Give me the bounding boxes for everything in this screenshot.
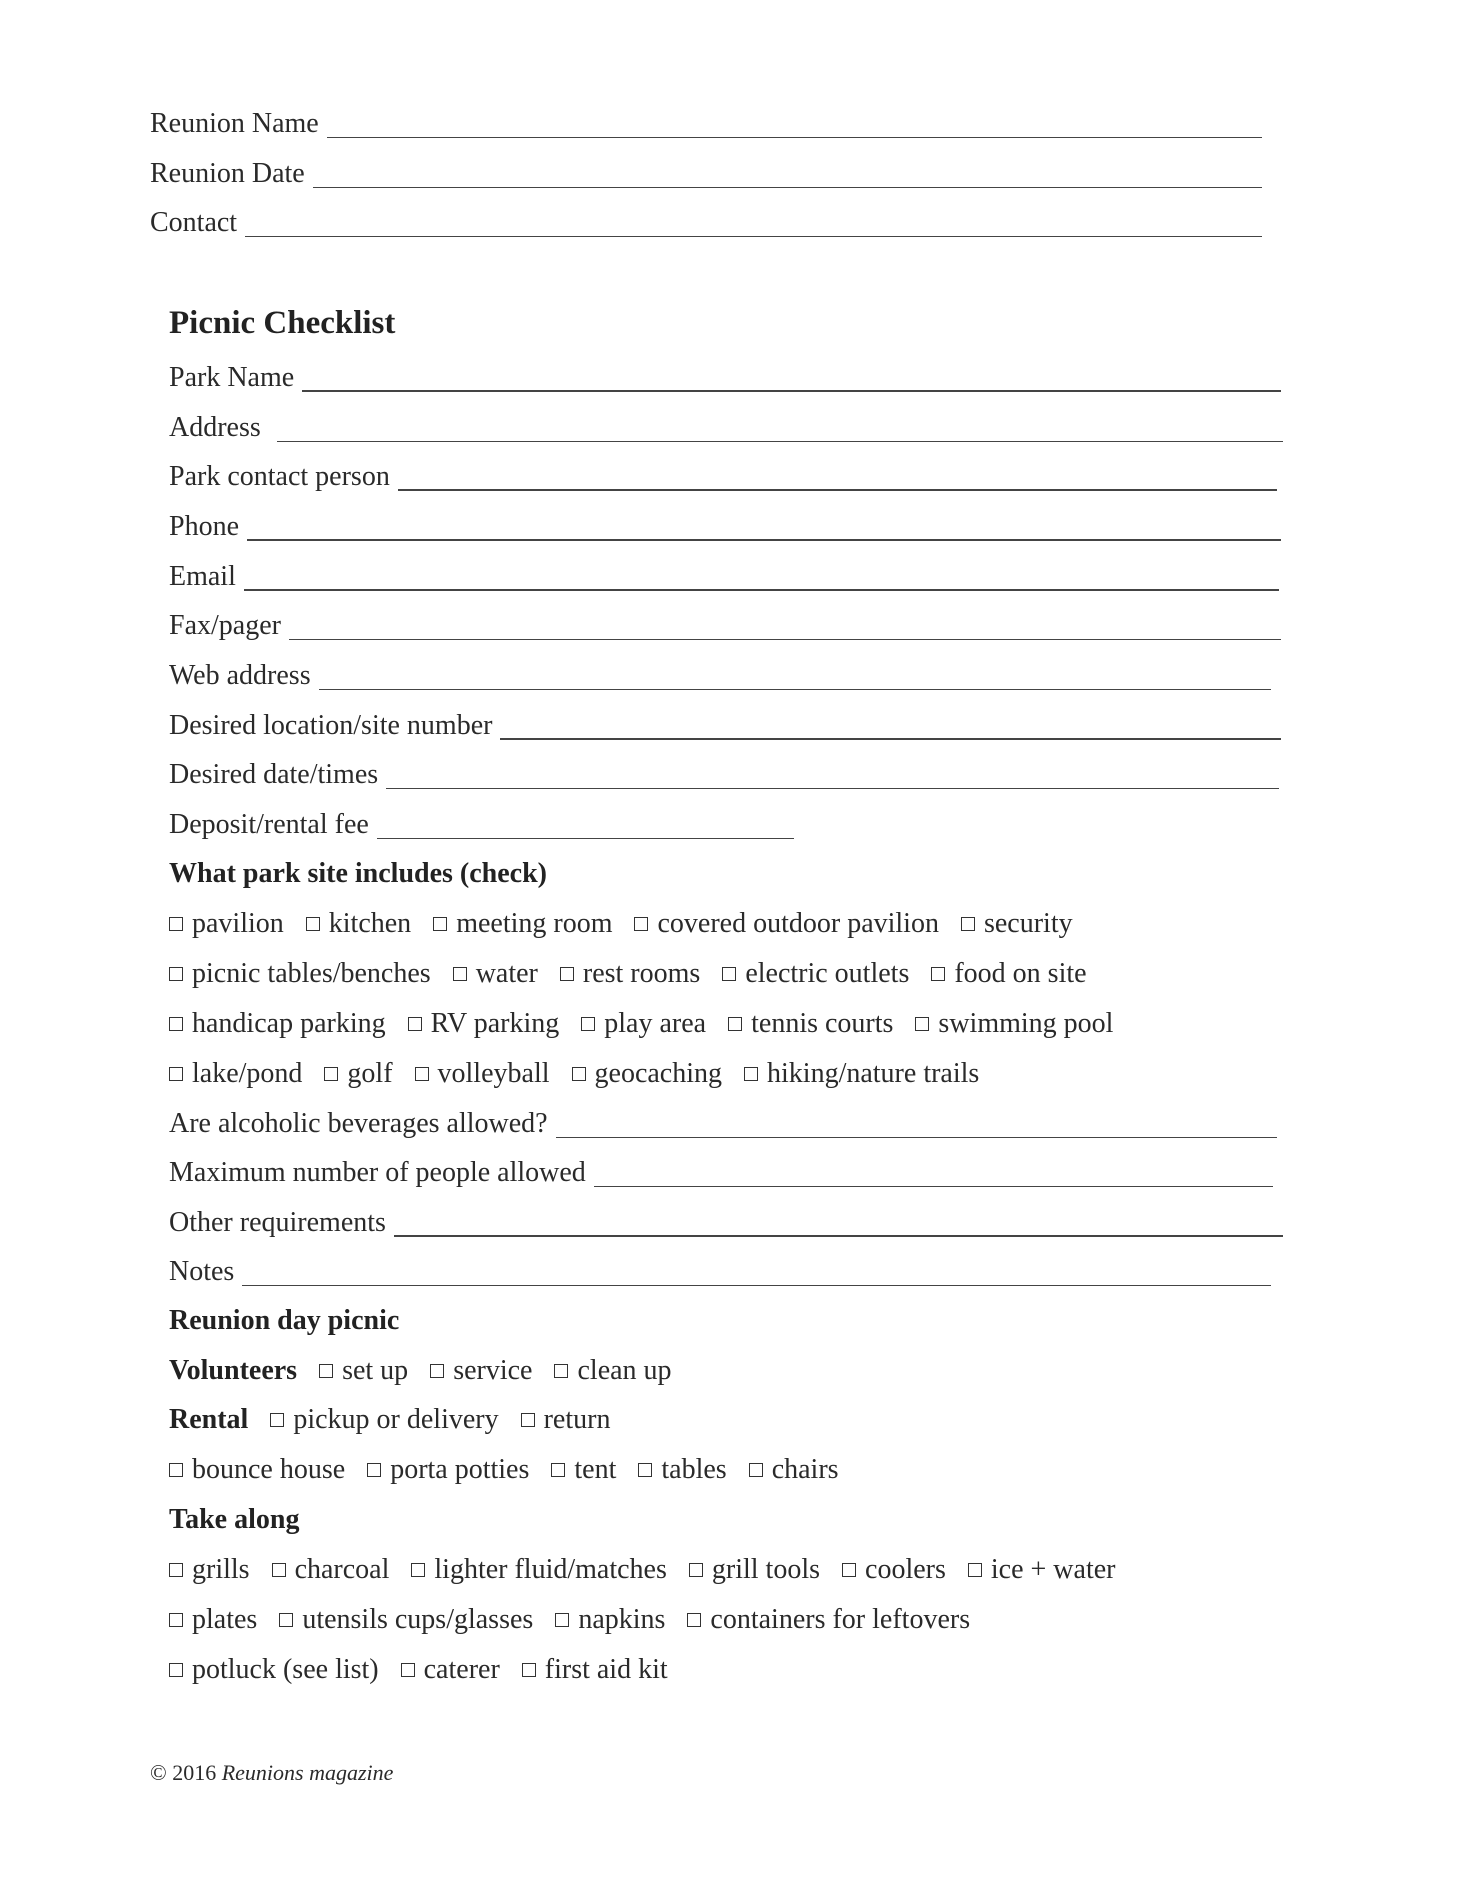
checkbox-label: tables (661, 1454, 727, 1485)
checkbox-icon[interactable] (169, 917, 183, 931)
checkbox-item[interactable] (272, 1554, 390, 1586)
checkbox-item[interactable] (169, 1554, 250, 1586)
checkbox-label: containers for leftovers (710, 1604, 971, 1635)
checkbox-label: RV parking (430, 1008, 560, 1039)
checkbox-label: water (475, 958, 538, 989)
checkbox-icon[interactable] (169, 1067, 183, 1081)
checkbox-icon[interactable] (453, 967, 467, 981)
volunteers-row (169, 1355, 694, 1387)
checkbox-label: kitchen (328, 908, 412, 939)
checkbox-item[interactable] (169, 908, 284, 940)
checkbox-icon[interactable] (306, 917, 320, 931)
checkbox-label: plates (192, 1604, 258, 1635)
checkbox-item[interactable] (270, 1404, 498, 1436)
checkbox-item[interactable] (319, 1355, 408, 1387)
checkbox-item[interactable] (415, 1058, 550, 1090)
field-label: Park Name (169, 362, 295, 393)
checkbox-item[interactable] (572, 1058, 723, 1090)
checkbox-icon[interactable] (411, 1563, 425, 1577)
checkbox-icon[interactable] (572, 1067, 586, 1081)
checkbox-item[interactable] (687, 1604, 970, 1636)
checkbox-label: clean up (577, 1355, 672, 1386)
field-label: Other requirements (169, 1207, 386, 1238)
reunion-name-field[interactable] (150, 108, 1262, 148)
checkbox-label: swimming pool (938, 1008, 1114, 1039)
checkbox-icon[interactable] (324, 1067, 338, 1081)
checkbox-icon[interactable] (169, 1563, 183, 1577)
field-label: Web address (169, 660, 311, 691)
checkbox-label: first aid kit (544, 1654, 668, 1685)
checkbox-item[interactable] (169, 1654, 379, 1686)
checkbox-label: ice + water (990, 1554, 1116, 1585)
field-label: Address (169, 412, 261, 443)
reunion-date-field[interactable] (150, 158, 1262, 198)
checkbox-label: covered outdoor pavilion (657, 908, 939, 939)
checkbox-item[interactable] (555, 1604, 665, 1636)
field-label: Phone (169, 511, 239, 542)
checkbox-icon[interactable] (915, 1017, 929, 1031)
checkbox-item[interactable] (411, 1554, 667, 1586)
field-label: Reunion Name (150, 108, 319, 139)
checkbox-label: utensils cups/glasses (302, 1604, 534, 1635)
field-label: Park contact person (169, 461, 390, 492)
blank-line[interactable] (556, 1137, 1277, 1138)
checkbox-icon[interactable] (638, 1463, 652, 1477)
checkbox-item[interactable] (324, 1058, 392, 1090)
checkbox-item[interactable] (931, 958, 1086, 990)
checkbox-item[interactable] (554, 1355, 671, 1387)
address-field[interactable] (169, 412, 1283, 452)
field-label: Deposit/rental fee (169, 809, 369, 840)
checkbox-icon[interactable] (749, 1463, 763, 1477)
desired-location-field[interactable] (169, 710, 1281, 750)
checkbox-icon[interactable] (169, 1463, 183, 1477)
checkbox-item[interactable] (749, 1454, 839, 1486)
field-label: Notes (169, 1256, 235, 1287)
checkbox-label: lighter fluid/matches (434, 1554, 667, 1585)
park-contact-field[interactable] (169, 461, 1277, 501)
checkbox-label: napkins (578, 1604, 666, 1635)
includes-heading: What park site includes (check) (169, 858, 547, 889)
checkbox-item[interactable] (401, 1654, 500, 1686)
blank-line[interactable] (500, 738, 1281, 740)
checkbox-icon[interactable] (842, 1563, 856, 1577)
take-along-row (169, 1604, 992, 1636)
fax-pager-field[interactable] (169, 610, 1281, 650)
take-along-heading: Take along (169, 1504, 300, 1535)
checkbox-item[interactable] (169, 1604, 257, 1636)
checkbox-icon[interactable] (722, 967, 736, 981)
park-name-field[interactable] (169, 362, 1281, 402)
checkbox-item[interactable] (430, 1355, 532, 1387)
contact-field[interactable] (150, 207, 1262, 247)
blank-line[interactable] (245, 236, 1262, 237)
checkbox-icon[interactable] (634, 917, 648, 931)
rental-items-row (169, 1454, 861, 1486)
volunteers-label: Volunteers (169, 1355, 298, 1386)
checkbox-label: volleyball (437, 1058, 550, 1089)
checkbox-icon[interactable] (169, 1613, 183, 1627)
phone-field[interactable] (169, 511, 1281, 551)
checkbox-label: security (983, 908, 1073, 939)
checkbox-icon[interactable] (961, 917, 975, 931)
checkbox-label: porta potties (390, 1454, 530, 1485)
blank-line[interactable] (377, 838, 794, 839)
blank-line[interactable] (242, 1285, 1271, 1286)
includes-row (169, 908, 1095, 940)
field-label: Contact (150, 207, 238, 238)
checkbox-item[interactable] (551, 1454, 616, 1486)
checkbox-label: service (453, 1355, 533, 1386)
alcohol-field[interactable] (169, 1108, 1277, 1148)
checkbox-item[interactable] (408, 1008, 560, 1040)
checkbox-item[interactable] (169, 1008, 386, 1040)
checkbox-item[interactable] (722, 958, 909, 990)
blank-line[interactable] (398, 489, 1277, 491)
checkbox-item[interactable] (169, 1454, 345, 1486)
other-requirements-field[interactable] (169, 1207, 1283, 1247)
checkbox-item[interactable] (169, 1058, 302, 1090)
checkbox-item[interactable] (560, 958, 700, 990)
checkbox-item[interactable] (306, 908, 411, 940)
checkbox-icon[interactable] (270, 1413, 284, 1427)
checkbox-icon[interactable] (931, 967, 945, 981)
checkbox-item[interactable] (453, 958, 538, 990)
checkbox-item[interactable] (638, 1454, 726, 1486)
checkbox-label: caterer (423, 1654, 500, 1685)
includes-row (169, 958, 1109, 990)
field-label: Fax/pager (169, 610, 281, 641)
checkbox-item[interactable] (634, 908, 938, 940)
blank-line[interactable] (302, 390, 1281, 392)
publication-name: Reunions magazine (221, 1760, 394, 1785)
includes-row (169, 1008, 1135, 1040)
blank-line[interactable] (289, 639, 1281, 640)
checkbox-label: potluck (see list) (192, 1654, 379, 1685)
checkbox-icon[interactable] (415, 1067, 429, 1081)
page-title: Picnic Checklist (169, 305, 396, 341)
checkbox-icon[interactable] (169, 1663, 183, 1677)
email-field[interactable] (169, 561, 1279, 601)
checkbox-label: electric outlets (745, 958, 910, 989)
checkbox-label: grills (192, 1554, 250, 1585)
desired-date-field[interactable] (169, 759, 1279, 799)
blank-line[interactable] (247, 539, 1281, 541)
checkbox-icon[interactable] (551, 1463, 565, 1477)
checkbox-label: golf (347, 1058, 393, 1089)
checkbox-label: pickup or delivery (293, 1404, 499, 1435)
checkbox-item[interactable] (522, 1654, 668, 1686)
copyright-text: © 2016 (150, 1760, 217, 1785)
checkbox-label: geocaching (594, 1058, 723, 1089)
checkbox-label: tennis courts (751, 1008, 894, 1039)
rental-label: Rental (169, 1404, 249, 1435)
checkbox-icon[interactable] (728, 1017, 742, 1031)
checkbox-item[interactable] (521, 1404, 611, 1436)
checkbox-icon[interactable] (279, 1613, 293, 1627)
checkbox-icon[interactable] (408, 1017, 422, 1031)
checkbox-icon[interactable] (319, 1364, 333, 1378)
web-address-field[interactable] (169, 660, 1271, 700)
checkbox-label: bounce house (192, 1454, 346, 1485)
checkbox-item[interactable] (169, 958, 431, 990)
checkbox-icon[interactable] (554, 1364, 568, 1378)
checkbox-item[interactable] (367, 1454, 529, 1486)
copyright-footer (150, 1760, 393, 1786)
checkbox-item[interactable] (581, 1008, 706, 1040)
field-label: Maximum number of people allowed (169, 1157, 586, 1188)
field-label: Desired date/times (169, 759, 379, 790)
checkbox-item[interactable] (968, 1554, 1116, 1586)
checkbox-icon[interactable] (555, 1613, 569, 1627)
checkbox-label: chairs (771, 1454, 839, 1485)
checkbox-item[interactable] (689, 1554, 820, 1586)
checkbox-icon[interactable] (433, 917, 447, 931)
notes-field[interactable] (169, 1256, 1271, 1296)
max-people-field[interactable] (169, 1157, 1273, 1197)
checkbox-icon[interactable] (401, 1663, 415, 1677)
field-label: Reunion Date (150, 158, 305, 189)
checkbox-label: grill tools (711, 1554, 821, 1585)
checkbox-icon[interactable] (169, 967, 183, 981)
checkbox-label: food on site (954, 958, 1087, 989)
checkbox-label: handicap parking (192, 1008, 386, 1039)
checkbox-label: return (543, 1404, 611, 1435)
checkbox-icon[interactable] (581, 1017, 595, 1031)
rental-row (169, 1404, 632, 1436)
checkbox-label: lake/pond (192, 1058, 303, 1089)
checkbox-label: meeting room (456, 908, 613, 939)
deposit-fee-field[interactable] (169, 809, 794, 849)
checkbox-label: hiking/nature trails (767, 1058, 980, 1089)
checkbox-label: picnic tables/benches (192, 958, 431, 989)
checkbox-label: set up (342, 1355, 409, 1386)
checkbox-icon[interactable] (522, 1663, 536, 1677)
checkbox-icon[interactable] (430, 1364, 444, 1378)
take-along-row (169, 1554, 1137, 1586)
checkbox-icon[interactable] (521, 1413, 535, 1427)
checkbox-icon[interactable] (367, 1463, 381, 1477)
blank-line[interactable] (244, 589, 1279, 591)
blank-line[interactable] (594, 1186, 1273, 1187)
checkbox-label: pavilion (192, 908, 284, 939)
checkbox-item[interactable] (915, 1008, 1113, 1040)
checkbox-icon[interactable] (272, 1563, 286, 1577)
blank-line[interactable] (313, 187, 1262, 188)
includes-row (169, 1058, 1001, 1090)
checkbox-item[interactable] (433, 908, 612, 940)
checkbox-item[interactable] (842, 1554, 946, 1586)
reunion-day-heading: Reunion day picnic (169, 1305, 400, 1336)
checkbox-icon[interactable] (968, 1563, 982, 1577)
field-label: Desired location/site number (169, 710, 493, 741)
field-label: Are alcoholic beverages allowed? (169, 1108, 548, 1139)
checkbox-label: play area (604, 1008, 707, 1039)
checkbox-icon[interactable] (687, 1613, 701, 1627)
field-label: Email (169, 561, 236, 592)
checkbox-item[interactable] (728, 1008, 893, 1040)
blank-line[interactable] (394, 1235, 1283, 1237)
checkbox-item[interactable] (961, 908, 1073, 940)
checkbox-item[interactable] (279, 1604, 533, 1636)
checkbox-icon[interactable] (689, 1563, 703, 1577)
blank-line[interactable] (327, 137, 1262, 138)
checkbox-item[interactable] (744, 1058, 979, 1090)
checkbox-icon[interactable] (560, 967, 574, 981)
blank-line[interactable] (386, 788, 1279, 789)
checkbox-label: coolers (865, 1554, 946, 1585)
checkbox-icon[interactable] (744, 1067, 758, 1081)
blank-line[interactable] (277, 441, 1283, 442)
checkbox-icon[interactable] (169, 1017, 183, 1031)
checkbox-label: tent (574, 1454, 617, 1485)
checkbox-label: rest rooms (582, 958, 701, 989)
take-along-row (169, 1654, 690, 1686)
checkbox-label: charcoal (294, 1554, 390, 1585)
blank-line[interactable] (319, 689, 1271, 690)
